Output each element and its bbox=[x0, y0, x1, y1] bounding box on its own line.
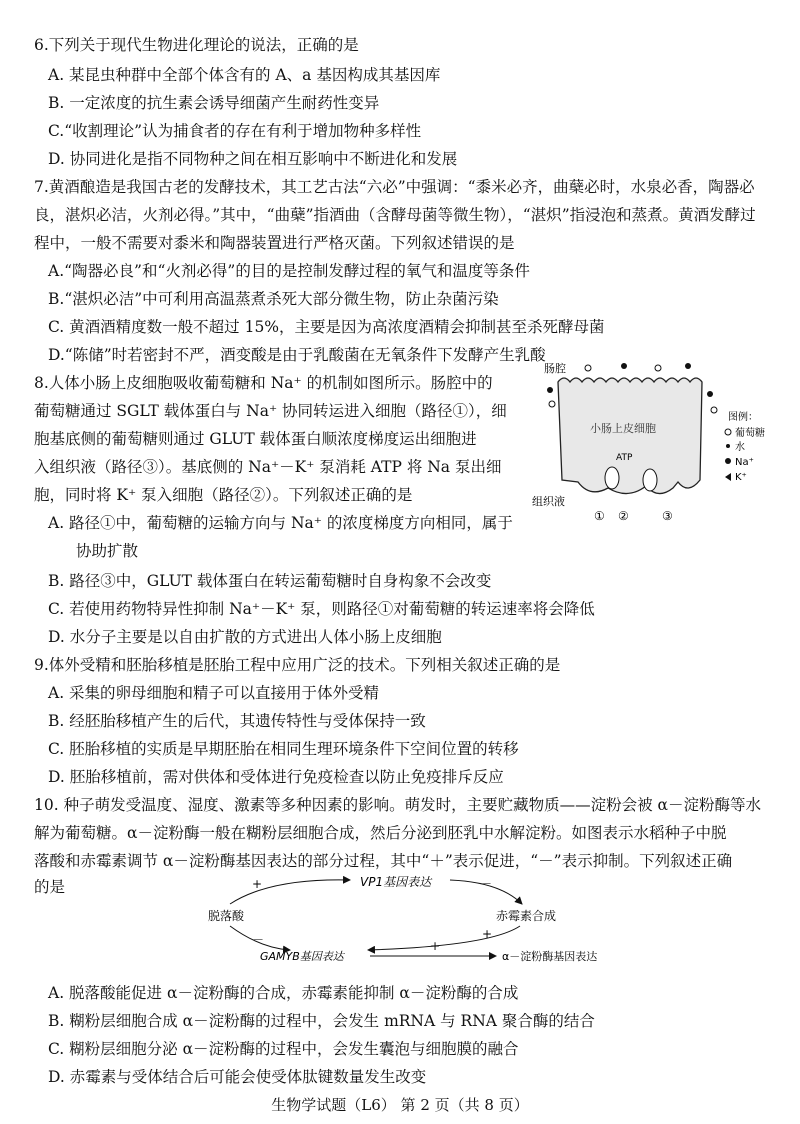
q8-stem-3: 胞基底侧的葡萄糖则通过 GLUT 载体蛋白顺浓度梯度运出细胞进 bbox=[34, 430, 477, 448]
potassium-icon bbox=[725, 473, 731, 481]
q6-stem: 6.下列关于现代生物进化理论的说法，正确的是 bbox=[34, 36, 359, 54]
fig10-vp1: VP1基因表达 bbox=[360, 875, 432, 889]
q9-option-b: B. 经胚胎移植产生的后代，其遗传特性与受体保持一致 bbox=[48, 712, 426, 730]
sodium-icon bbox=[725, 458, 731, 464]
q8-option-d: D. 水分子主要是以自由扩散的方式进出人体小肠上皮细胞 bbox=[48, 628, 442, 646]
q6-option-d: D. 协同进化是指不同物种之间在相互影响中不断进化和发展 bbox=[48, 150, 458, 168]
q7-option-c: C. 黄酒酒精度数一般不超过 15%，主要是因为高浓度酒精会抑制甚至杀死酵母菌 bbox=[48, 318, 605, 336]
q8-option-c: C. 若使用药物特异性抑制 Na⁺－K⁺ 泵，则路径①对葡萄糖的转运速率将会降低 bbox=[48, 600, 595, 618]
fig8-atp-label: ATP bbox=[616, 453, 633, 463]
fig8-path-2: ② bbox=[618, 509, 629, 523]
fig8-pump bbox=[605, 467, 619, 489]
fig10-amylase: α－淀粉酶基因表达 bbox=[502, 950, 598, 963]
q7-stem-2: 良，湛炽必洁，火剂必得。”其中，“曲蘖”指酒曲（含酵母菌等微生物），“湛炽”指浸泡和蒸煮。黄酒发酵过 bbox=[34, 206, 756, 224]
q10-stem-1: 10. 种子萌发受温度、湿度、激素等多种因素的影响。萌发时，主要贮藏物质——淀粉会被 α－淀粉酶等水 bbox=[34, 796, 761, 814]
q6-option-a: A. 某昆虫种群中全部个体含有的 A、a 基因构成其基因库 bbox=[48, 66, 441, 84]
q8-stem-5: 胞，同时将 K⁺ 泵入细胞（路径②）。下列叙述正确的是 bbox=[34, 486, 413, 504]
q7-option-b: B.“湛炽必洁”中可利用高温蒸煮杀死大部分微生物，防止杂菌污染 bbox=[48, 290, 499, 308]
q8-stem-1: 8.人体小肠上皮细胞吸收葡萄糖和 Na⁺ 的机制如图所示。肠腔中的 bbox=[34, 374, 493, 392]
q6-option-c: C.“收割理论”认为捕食者的存在有利于增加物种多样性 bbox=[48, 122, 422, 140]
q7-option-d: D.“陈储”时若密封不严，酒变酸是由于乳酸菌在无氧条件下发酵产生乳酸 bbox=[48, 346, 546, 364]
fig8-cell-label: 小肠上皮细胞 bbox=[590, 422, 656, 435]
q10-option-c: C. 糊粉层细胞分泌 α－淀粉酶的过程中，会发生囊泡与细胞膜的融合 bbox=[48, 1040, 519, 1058]
fig8-lumen-label: 肠腔 bbox=[544, 362, 566, 375]
fig10-gamyb: GAMYB基因表达 bbox=[260, 950, 344, 963]
q7-stem-3: 程中，一般不需要对黍米和陶器装置进行严格灭菌。下列叙述错误的是 bbox=[34, 234, 515, 252]
q9-option-d: D. 胚胎移植前，需对供体和受体进行免疫检查以防止免疫排斥反应 bbox=[48, 768, 504, 786]
q10-option-b: B. 糊粉层细胞合成 α－淀粉酶的过程中，会发生 mRNA 与 RNA 聚合酶的结合 bbox=[48, 1012, 595, 1030]
q10-option-a: A. 脱落酸能促进 α－淀粉酶的合成，赤霉素能抑制 α－淀粉酶的合成 bbox=[48, 984, 519, 1002]
fig8-cell-outline bbox=[558, 378, 702, 494]
fig8-path-3: ③ bbox=[662, 509, 673, 523]
fig8-legend-water: 水 bbox=[735, 442, 745, 453]
q7-option-a: A.“陶器必良”和“火剂必得”的目的是控制发酵过程的氧气和温度等条件 bbox=[48, 262, 530, 280]
q10-regulation-diagram bbox=[200, 868, 620, 968]
fig10-sign-5: + bbox=[430, 939, 441, 953]
fig8-legend-glucose: 葡萄糖 bbox=[735, 428, 765, 439]
q8-option-b: B. 路径③中，GLUT 载体蛋白在转运葡萄糖时自身构象不会改变 bbox=[48, 572, 492, 590]
fig10-sign-4: + bbox=[482, 927, 493, 941]
fig10-sign-3: － bbox=[252, 933, 265, 947]
q8-option-a-2: 协助扩散 bbox=[76, 542, 139, 560]
q8-cell-diagram bbox=[528, 360, 778, 530]
fig8-legend-k: K⁺ bbox=[735, 472, 747, 483]
fig8-path-1: ① bbox=[594, 509, 605, 523]
fig8-legend-title: 图例： bbox=[728, 412, 758, 423]
q8-option-a-1: A. 路径①中，葡萄糖的运输方向与 Na⁺ 的浓度梯度方向相同，属于 bbox=[48, 514, 513, 532]
q10-stem-4: 的是 bbox=[34, 878, 66, 896]
fig10-ga: 赤霉素合成 bbox=[496, 909, 557, 923]
glucose-icon bbox=[725, 429, 731, 435]
fig10-sign-1: + bbox=[252, 877, 263, 891]
fig8-legend-na: Na⁺ bbox=[735, 457, 754, 468]
q10-option-d: D. 赤霉素与受体结合后可能会使受体肽键数量发生改变 bbox=[48, 1068, 427, 1086]
q7-stem-1: 7.黄酒酿造是我国古老的发酵技术，其工艺古法“六必”中强调：“黍米必齐，曲蘖必时，水泉必香，陶器必 bbox=[34, 178, 755, 196]
q9-stem: 9.体外受精和胚胎移植是胚胎工程中应用广泛的技术。下列相关叙述正确的是 bbox=[34, 656, 561, 674]
q9-option-a: A. 采集的卵母细胞和精子可以直接用于体外受精 bbox=[48, 684, 380, 702]
q8-stem-2: 葡萄糖通过 SGLT 载体蛋白与 Na⁺ 协同转运进入细胞（路径①），细 bbox=[34, 402, 507, 420]
fig10-sign-2: － bbox=[480, 877, 493, 891]
q6-option-b: B. 一定浓度的抗生素会诱导细菌产生耐药性变异 bbox=[48, 94, 380, 112]
fig10-aba: 脱落酸 bbox=[208, 909, 245, 923]
water-icon bbox=[726, 444, 730, 448]
q8-stem-4: 入组织液（路径③）。基底侧的 Na⁺－K⁺ 泵消耗 ATP 将 Na 泵出细 bbox=[34, 458, 502, 476]
q10-stem-3: 落酸和赤霉素调节 α－淀粉酶基因表达的部分过程，其中“＋”表示促进，“－”表示抑制。下列叙述正确 bbox=[34, 852, 733, 870]
arrow-aba-vp1 bbox=[230, 880, 350, 904]
fig8-tissue-label: 组织液 bbox=[532, 495, 565, 508]
q9-option-c: C. 胚胎移植的实质是早期胚胎在相同生理环境条件下空间位置的转移 bbox=[48, 740, 519, 758]
q10-stem-2: 解为葡萄糖。α－淀粉酶一般在糊粉层细胞合成，然后分泌到胚乳中水解淀粉。如图表示水稻种子中脱 bbox=[34, 824, 727, 842]
page-footer: 生物学试题（L6） 第 2 页（共 8 页） bbox=[271, 1096, 529, 1114]
fig8-glut bbox=[643, 469, 657, 491]
arrow-ga-gamyb bbox=[368, 926, 520, 950]
